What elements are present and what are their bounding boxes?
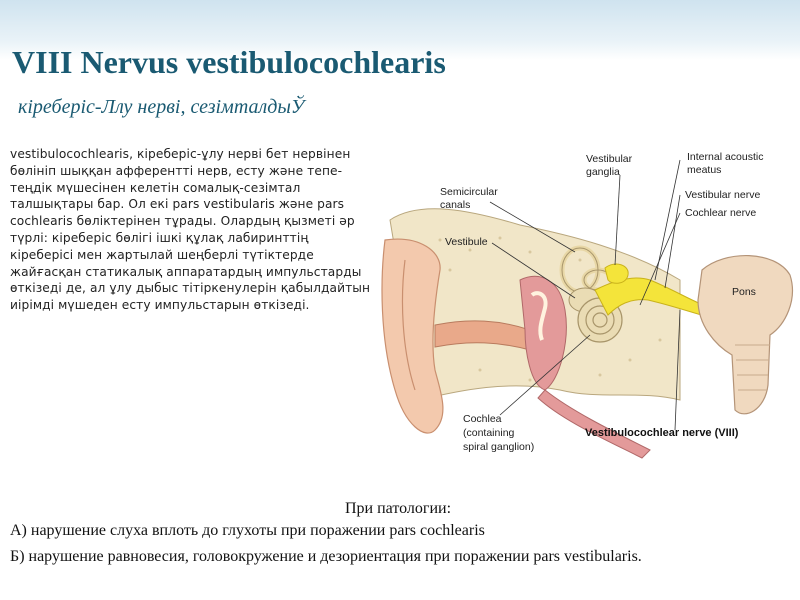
pathology-item-b: Б) нарушение равновесия, головокружение и дезориентация при поражении pars vestibularis.: [10, 548, 642, 565]
body-text: [10, 146, 372, 314]
label-vestibular-ganglia-1: Vestibular: [586, 153, 633, 165]
ear-anatomy-figure: [380, 140, 800, 470]
vestibular-ganglion: [605, 264, 628, 283]
body-paragraph: vestibulocochlearis, кіреберіс-ұлу нерві бет нервінен бөлініп шыққан афферентті нерв, есту және тепе-теңдік мүшесінен келетін сомалық-сезімтал талшықтары бар. Ол екі pars vestibularis және pars cochlearis бөліктерінен тұрады. Олардың қызметі әр түрлі: кіреберіс бөлігі ішкі құлақ лабиринттің кіреберісі мен жартылай шеңберлі түтіктерде жайғасқан статикалық аппаратардың импульстарды өткізеді де, ал ұлу дыбыс тітіркенулерін қабылдайтын иірімді мүшеден есту импульстарын өткізеді.: [10, 147, 371, 313]
label-internal-acoustic-meatus-1: Internal acoustic: [687, 151, 764, 163]
label-vestibular-ganglia-2: ganglia: [586, 166, 620, 178]
slide-subtitle: кіреберіс-Ллу нерві, сезімталдыЎ: [18, 96, 305, 118]
pathology-title: При патологии:: [344, 500, 452, 517]
label-vestibulocochlear-nerve: Vestibulocochlear nerve (VIII): [585, 427, 739, 439]
pathology-item-a: А) нарушение слуха вплоть до глухоты при поражении pars cochlearis: [10, 522, 485, 539]
pathology-section: [0, 500, 800, 570]
slide-title: VIII Nervus vestibulocochlearis: [12, 44, 446, 80]
label-semicircular-canals-2: canals: [440, 199, 471, 211]
label-pons: Pons: [732, 286, 756, 298]
label-cochlea-3: spiral ganglion): [463, 441, 535, 453]
eustachian-tube: [538, 390, 650, 458]
label-cochlear-nerve: Cochlear nerve: [685, 207, 757, 219]
label-vestibule: Vestibule: [445, 236, 488, 248]
label-cochlea-2: (containing: [463, 427, 515, 439]
label-vestibular-nerve: Vestibular nerve: [685, 189, 761, 201]
label-internal-acoustic-meatus-2: meatus: [687, 164, 722, 176]
label-semicircular-canals-1: Semicircular: [440, 186, 498, 198]
label-cochlea-1: Cochlea: [463, 413, 502, 425]
